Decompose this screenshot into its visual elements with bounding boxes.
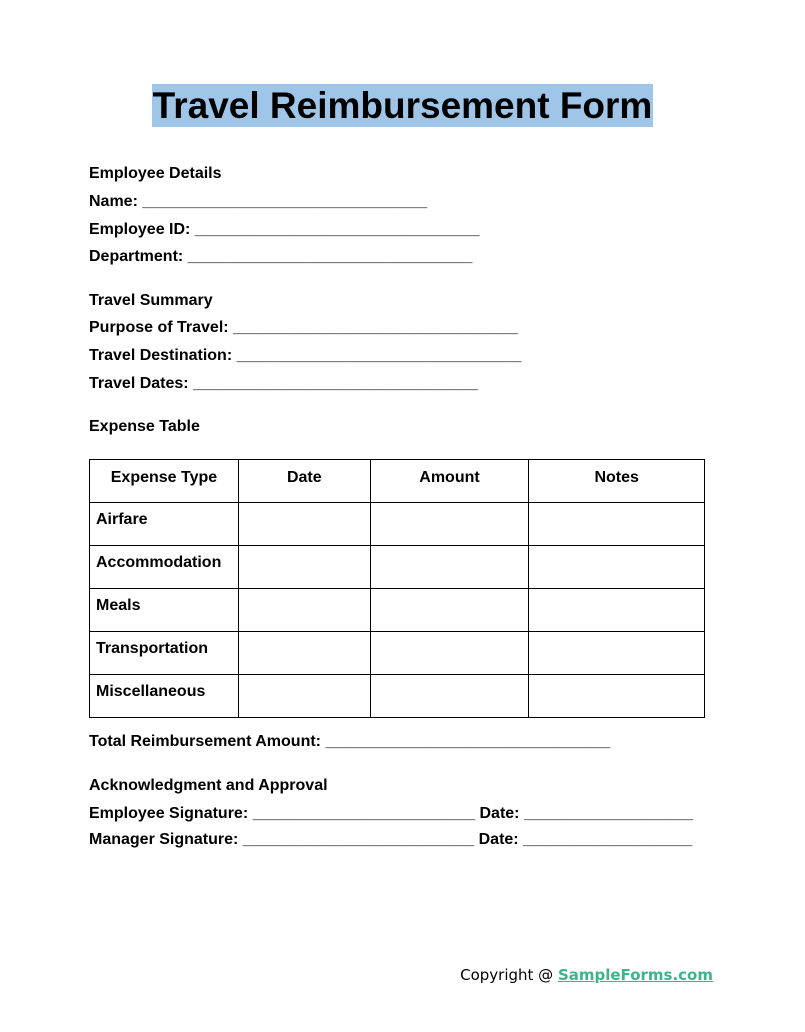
destination-field[interactable]: Travel Destination: ________________________________ <box>89 347 522 364</box>
date-cell[interactable] <box>238 675 370 718</box>
title-container <box>0 84 805 127</box>
purpose-field[interactable]: Purpose of Travel: ________________________________ <box>89 319 518 336</box>
amount-cell[interactable] <box>370 632 529 675</box>
date-cell[interactable] <box>238 546 370 589</box>
footer-copyright <box>460 966 713 984</box>
employee-id-field[interactable]: Employee ID: ________________________________ <box>89 221 480 238</box>
amount-cell[interactable] <box>370 546 529 589</box>
date-cell[interactable] <box>238 503 370 546</box>
copyright-text: Copyright @ <box>460 966 558 984</box>
expense-type-cell: Meals <box>90 589 239 632</box>
name-field[interactable]: Name: ________________________________ <box>89 193 428 210</box>
expense-type-cell: Miscellaneous <box>90 675 239 718</box>
table-row <box>90 632 705 675</box>
table-row <box>90 675 705 718</box>
notes-cell[interactable] <box>529 589 705 632</box>
department-field[interactable]: Department: ________________________________ <box>89 248 473 265</box>
expense-table-heading: Expense Table <box>89 418 200 435</box>
amount-cell[interactable] <box>370 503 529 546</box>
notes-cell[interactable] <box>529 632 705 675</box>
expense-type-cell: Accommodation <box>90 546 239 589</box>
amount-cell[interactable] <box>370 589 529 632</box>
table-header-row <box>90 460 705 503</box>
table-row <box>90 589 705 632</box>
date-cell[interactable] <box>238 589 370 632</box>
travel-summary-heading: Travel Summary <box>89 292 213 309</box>
date-cell[interactable] <box>238 632 370 675</box>
total-amount-field[interactable]: Total Reimbursement Amount: ________________________________ <box>89 733 611 750</box>
employee-signature-field[interactable]: Employee Signature: _________________________ Date: ___________________ <box>89 805 694 822</box>
approval-heading: Acknowledgment and Approval <box>89 777 328 794</box>
brand-link[interactable]: SampleForms.com <box>557 966 713 984</box>
employee-details-heading: Employee Details <box>89 165 222 182</box>
table-row <box>90 503 705 546</box>
column-header-date: Date <box>238 460 370 503</box>
expense-type-cell: Transportation <box>90 632 239 675</box>
column-header-amount: Amount <box>370 460 529 503</box>
page-title: Travel Reimbursement Form <box>152 85 653 126</box>
column-header-expense-type: Expense Type <box>90 460 239 503</box>
table-row <box>90 546 705 589</box>
column-header-notes: Notes <box>529 460 705 503</box>
notes-cell[interactable] <box>529 503 705 546</box>
expense-type-cell: Airfare <box>90 503 239 546</box>
notes-cell[interactable] <box>529 546 705 589</box>
manager-signature-field[interactable]: Manager Signature: __________________________ Date: ___________________ <box>89 831 693 848</box>
expense-table <box>89 459 705 718</box>
travel-dates-field[interactable]: Travel Dates: ________________________________ <box>89 375 478 392</box>
amount-cell[interactable] <box>370 675 529 718</box>
notes-cell[interactable] <box>529 675 705 718</box>
